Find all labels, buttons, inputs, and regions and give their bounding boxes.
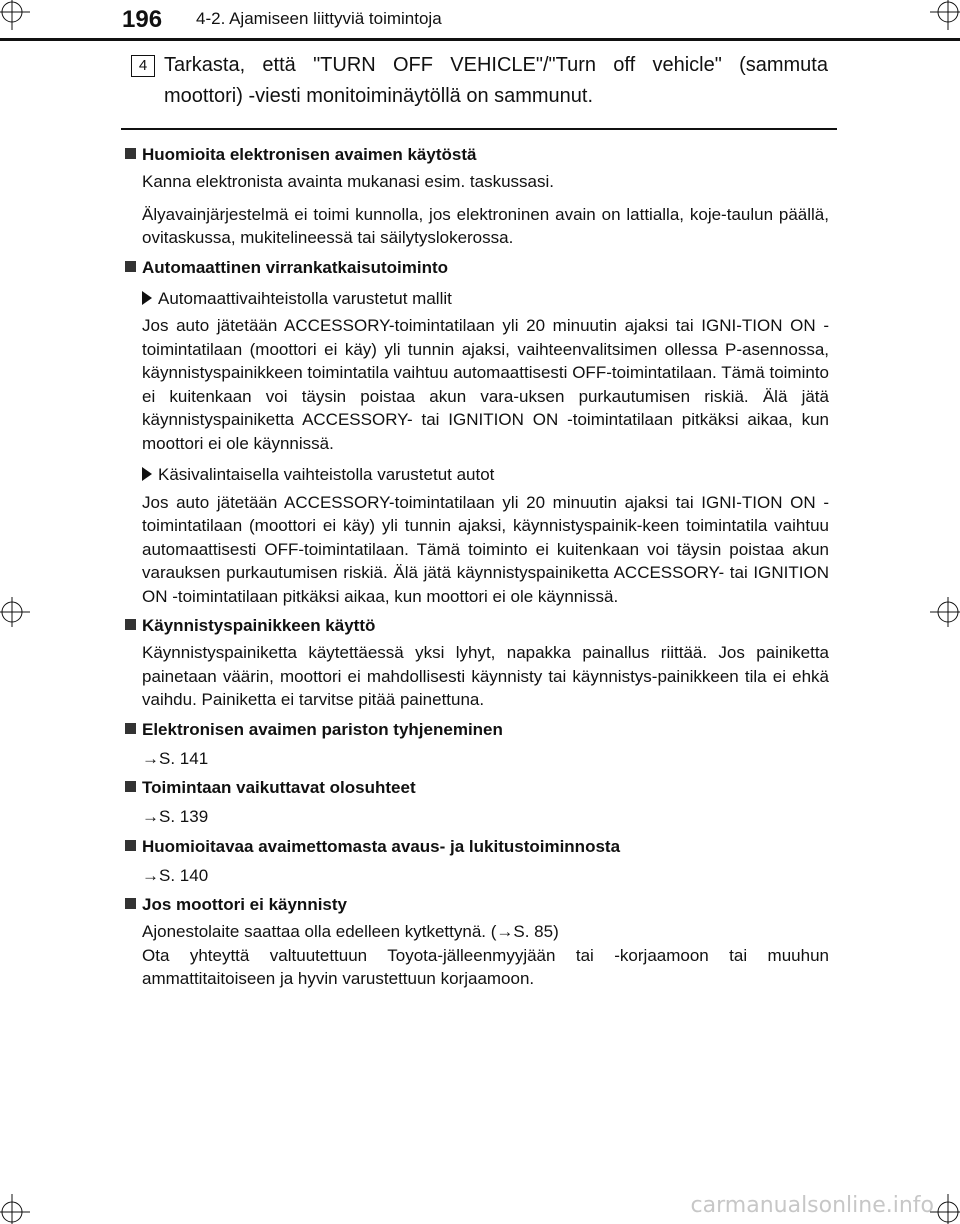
header-rule: [0, 38, 960, 41]
square-bullet-icon: [125, 261, 136, 272]
sub-heading: Käsivalintaisella vaihteistolla varustetut autot: [125, 463, 829, 487]
crop-mark-bottom-right: [930, 1194, 960, 1224]
notes-content: [125, 137, 829, 991]
triangle-bullet-icon: [142, 291, 152, 305]
paragraph: Kanna elektronista avainta mukanasi esim. taskussasi.: [142, 172, 554, 191]
step-text: Tarkasta, että "TURN OFF VEHICLE"/"Turn off vehicle" (sammuta moottori) -viesti monitoiminäytöllä on sammunut.: [164, 54, 828, 107]
sub-heading: Automaattivaihteistolla varustetut mallit: [125, 287, 829, 311]
arrow-right-icon: →: [142, 865, 159, 885]
triangle-bullet-icon: [142, 467, 152, 481]
crop-mark-mid-left: [0, 597, 30, 627]
square-bullet-icon: [125, 781, 136, 792]
page-reference: →S. 141: [142, 748, 209, 768]
crop-mark-bottom-left: [0, 1194, 30, 1224]
paragraph: Ajonestolaite saattaa olla edelleen kytkettynä. (→S. 85) Ota yhteyttä valtuutettuun Toyota-jälleenmyyjään tai -korjaamoon tai muuhun ammattitaitoiseen ja hyvin varustettuun korjaamoon.: [142, 922, 829, 988]
chapter-title: 4-2. Ajamiseen liittyviä toimintoja: [196, 9, 442, 28]
section-heading: Käynnistyspainikkeen käyttö: [125, 614, 829, 637]
section-heading: Toimintaan vaikuttavat olosuhteet: [125, 776, 829, 799]
section-heading: Automaattinen virrankatkaisutoiminto: [125, 256, 829, 279]
square-bullet-icon: [125, 840, 136, 851]
page-reference: →S. 140: [142, 865, 209, 885]
crop-mark-top-left: [0, 0, 30, 30]
page-number: 196: [122, 6, 163, 33]
watermark: carmanualsonline.info: [690, 1193, 934, 1218]
step-number-box: 4: [131, 55, 155, 77]
page-reference: →S. 139: [142, 807, 209, 826]
paragraph: Käynnistyspainiketta käytettäessä yksi lyhyt, napakka painallus riittää. Jos painiketta painetaan väärin, moottori ei mahdollisesti käynnisty tai käynnistys-painikkeen tila ei ehkä vaihdu. Painiketta ei tarvitse pitää painettuna.: [142, 643, 829, 709]
crop-mark-top-right: [930, 0, 960, 30]
square-bullet-icon: [125, 723, 136, 734]
arrow-right-icon: →: [142, 807, 159, 826]
section-heading: Elektronisen avaimen pariston tyhjeneminen: [125, 718, 829, 741]
paragraph: Jos auto jätetään ACCESSORY-toimintatilaan yli 20 minuutin ajaksi tai IGNI-TION ON -toimintatilaan (moottori ei käy) yli tunnin ajaksi, vaihteenvalitsimen ollessa P-asennossa, käynnistyspainikkeen toimintatila vaihtuu automaattisesti OFF-toimintatilaan. Tämä toiminto ei kuitenkaan voi täysin poistaa akun vara-uksen purkautumisen riskiä. Älä jätä käynnistyspainiketta ACCESSORY- tai IGNITION ON -toimintatilaan pitkäksi aikaa, kun moottori ei ole käynnissä.: [142, 316, 829, 453]
square-bullet-icon: [125, 148, 136, 159]
section-heading: Huomioita elektronisen avaimen käytöstä: [125, 143, 829, 166]
square-bullet-icon: [125, 898, 136, 909]
square-bullet-icon: [125, 619, 136, 630]
paragraph: Jos auto jätetään ACCESSORY-toimintatilaan yli 20 minuutin ajaksi tai IGNI-TION ON -toimintatilaan (moottori ei käy) yli tunnin ajaksi, käynnistyspainik-keen toimintatila vaihtuu automaattisesti OFF-toimintatilaan. Tämä toiminto ei kuitenkaan voi täysin poistaa akun varauksen purkautumisen riskiä. Älä jätä käynnistyspainiketta ACCESSORY- tai IGNITION ON -toimintatilaan pitkäksi aikaa, kun moottori ei ole käynnissä.: [142, 492, 829, 606]
section-heading: Jos moottori ei käynnisty: [125, 893, 829, 916]
paragraph: Älyavainjärjestelmä ei toimi kunnolla, jos elektroninen avain on lattialla, koje-taulun päällä, ovitaskussa, mukitelineessä tai säilytyslokerossa.: [142, 204, 829, 247]
section-heading: Huomioitavaa avaimettomasta avaus- ja lukitustoiminnosta: [125, 835, 829, 858]
arrow-right-icon: →: [142, 748, 159, 768]
crop-mark-mid-right: [930, 597, 960, 627]
arrow-right-icon: →: [496, 922, 514, 941]
content-divider: [121, 128, 837, 130]
